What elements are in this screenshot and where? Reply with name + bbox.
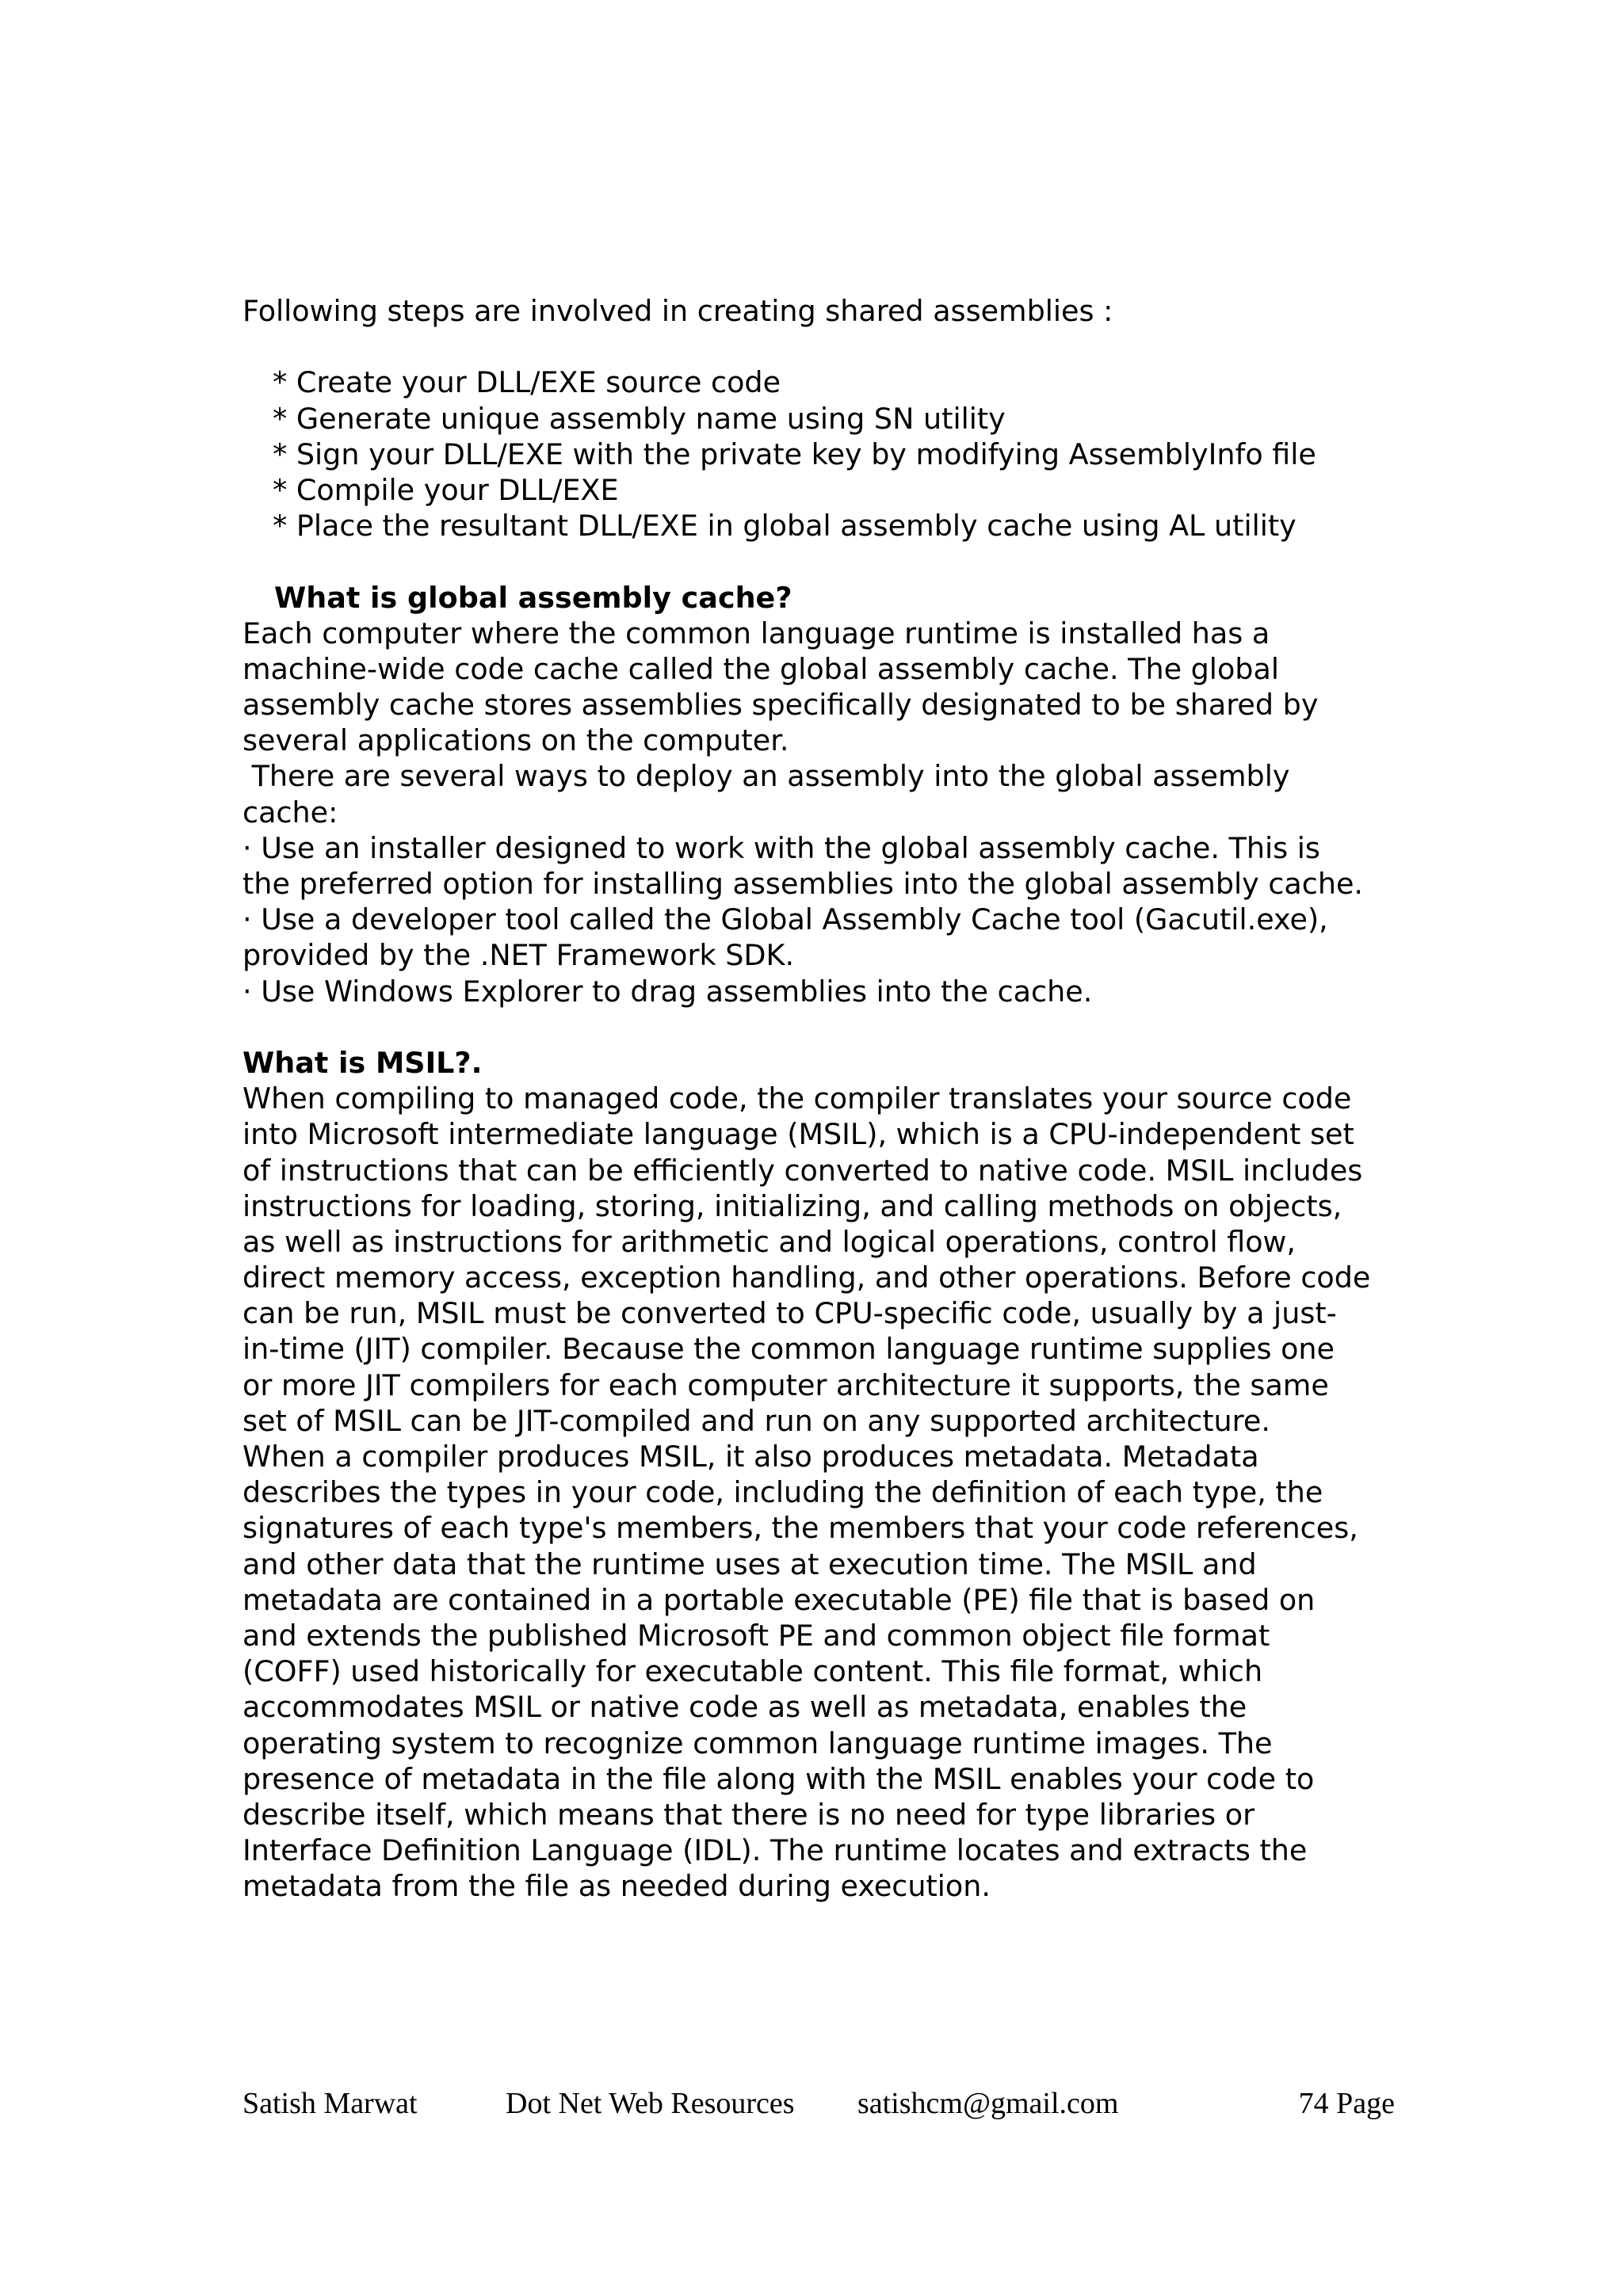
- msil-line: instructions for loading, storing, initializing, and calling methods on objects,: [242, 1188, 1342, 1223]
- msil-line: operating system to recognize common language runtime images. The: [242, 1726, 1273, 1760]
- page-footer: [242, 2084, 1395, 2123]
- step-item: * Generate unique assembly name using SN utility: [273, 401, 1006, 436]
- gac-heading: What is global assembly cache?: [274, 580, 792, 615]
- msil-line: and extends the published Microsoft PE and common object file format: [242, 1618, 1270, 1653]
- msil-line: When compiling to managed code, the compiler translates your source code: [242, 1081, 1352, 1116]
- gac-line: · Use a developer tool called the Global Assembly Cache tool (Gacutil.exe),: [242, 902, 1328, 937]
- step-item: * Sign your DLL/EXE with the private key by modifying AssemblyInfo file: [273, 437, 1316, 471]
- footer-page-number: 74 Page: [1298, 2087, 1395, 2120]
- msil-line: metadata from the file as needed during execution.: [242, 1869, 991, 1904]
- msil-line: Interface Definition Language (IDL). The runtime locates and extracts the: [242, 1833, 1308, 1868]
- msil-line: as well as instructions for arithmetic and logical operations, control flow,: [242, 1224, 1296, 1259]
- gac-line: the preferred option for installing assemblies into the global assembly cache.: [242, 867, 1364, 901]
- intro-paragraph: Following steps are involved in creating shared assemblies :: [242, 294, 1113, 328]
- msil-line: presence of metadata in the file along with the MSIL enables your code to: [242, 1761, 1315, 1796]
- gac-line: several applications on the computer.: [242, 723, 789, 758]
- spacer: [242, 543, 1415, 579]
- msil-line: of instructions that can be efficiently converted to native code. MSIL includes: [242, 1153, 1363, 1188]
- msil-line: metadata are contained in a portable executable (PE) file that is based on: [242, 1582, 1316, 1617]
- gac-line: · Use an installer designed to work with the global assembly cache. This is: [242, 830, 1320, 865]
- spacer: [242, 329, 1415, 364]
- msil-line: describes the types in your code, including the definition of each type, the: [242, 1475, 1323, 1510]
- gac-line: Each computer where the common language runtime is installed has a: [242, 616, 1270, 650]
- gac-line: assembly cache stores assemblies specifically designated to be shared by: [242, 688, 1319, 723]
- msil-section: [242, 1045, 1415, 1905]
- msil-line: describe itself, which means that there is no need for type libraries or: [242, 1797, 1255, 1832]
- steps-list: [242, 364, 1415, 543]
- msil-line: in-time (JIT) compiler. Because the common language runtime supplies one: [242, 1332, 1335, 1367]
- msil-line: When a compiler produces MSIL, it also produces metadata. Metadata: [242, 1440, 1259, 1474]
- footer-author: Satish Marwat: [242, 2087, 418, 2120]
- msil-line: (COFF) used historically for executable content. This file format, which: [242, 1654, 1263, 1689]
- gac-line: machine-wide code cache called the global assembly cache. The global: [242, 651, 1279, 686]
- msil-line: or more JIT compilers for each computer architecture it supports, the same: [242, 1367, 1329, 1402]
- msil-line: can be run, MSIL must be converted to CPU-specific code, usually by a just-: [242, 1296, 1337, 1331]
- footer-title: Dot Net Web Resources: [506, 2087, 795, 2120]
- msil-line: and other data that the runtime uses at execution time. The MSIL and: [242, 1547, 1257, 1581]
- step-item: * Compile your DLL/EXE: [273, 472, 619, 507]
- gac-line: There are several ways to deploy an assembly into the global assembly: [242, 759, 1290, 794]
- step-item: * Create your DLL/EXE source code: [273, 365, 781, 400]
- step-item: * Place the resultant DLL/EXE in global assembly cache using AL utility: [273, 509, 1296, 543]
- document-body: [242, 293, 1415, 1904]
- msil-line: accommodates MSIL or native code as well as metadata, enables the: [242, 1690, 1247, 1725]
- gac-line: cache:: [242, 795, 338, 830]
- msil-line: into Microsoft intermediate language (MSIL), which is a CPU-independent set: [242, 1117, 1354, 1152]
- msil-line: signatures of each type's members, the members that your code references,: [242, 1511, 1358, 1546]
- gac-line: provided by the .NET Framework SDK.: [242, 938, 795, 973]
- spacer: [242, 1009, 1415, 1045]
- gac-section: [242, 580, 1415, 1009]
- footer-email: satishcm@gmail.com: [857, 2087, 1119, 2120]
- msil-line: set of MSIL can be JIT-compiled and run on any supported architecture.: [242, 1403, 1270, 1438]
- msil-line: direct memory access, exception handling, and other operations. Before code: [242, 1261, 1371, 1295]
- gac-line: · Use Windows Explorer to drag assemblies into the cache.: [242, 974, 1093, 1009]
- msil-heading: What is MSIL?.: [242, 1045, 483, 1080]
